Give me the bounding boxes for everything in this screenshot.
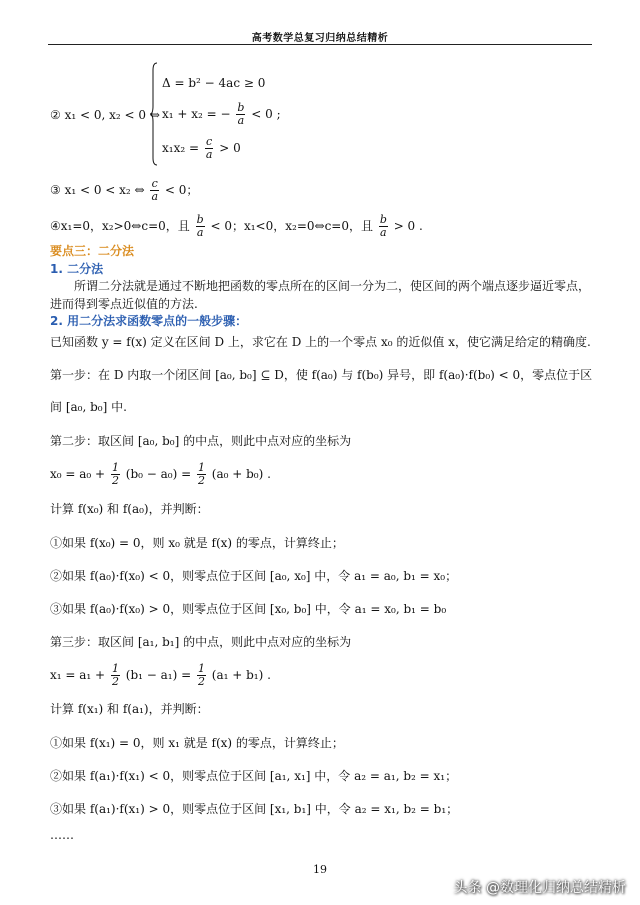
- case3-line: [50, 178, 198, 203]
- sub1-body: 所谓二分法就是通过不断地把函数的零点所在的区间一分为二，使区间的两个端点逐步逼近零点，进而得到零点近似值的方法.: [50, 279, 591, 311]
- case3-right: < 0；: [164, 183, 199, 197]
- judge1-case1: ①如果 f(x₁) = 0，则 x₁ 就是 f(x) 的零点，计算终止；: [50, 736, 344, 750]
- calc1-line: 计算 f(x₁) 和 f(a₁)，并判断：: [50, 702, 209, 716]
- fraction-denominator: a: [380, 226, 387, 239]
- step3-line: 第三步：取区间 [a₁, b₁] 的中点，则此中点对应的坐标为: [50, 635, 352, 649]
- page-number: 19: [313, 863, 327, 876]
- judge1-case3: ③如果 f(a₁)·f(x₁) > 0，则零点位于区间 [x₁, b₁] 中，令 a₂ = x₁, b₂ = b₁；: [50, 802, 459, 816]
- case2-line2-left: x₁ + x₂ = −: [162, 107, 231, 121]
- case2-condition-text: x₁ < 0, x₂ < 0 ⇔: [64, 108, 160, 122]
- fraction-numerator: 1: [111, 461, 119, 474]
- fraction-numerator: b: [379, 213, 387, 226]
- case4-part2: < 0；x₁<0，x₂=0⇔c=0，且: [210, 219, 373, 233]
- header-divider: [48, 44, 592, 45]
- case2-line1: Δ = b² − 4ac ≥ 0: [162, 76, 266, 90]
- case3-left: ③ x₁ < 0 < x₂ ⇔: [50, 183, 145, 197]
- case2-line3-fraction: [205, 136, 214, 161]
- fraction-numerator: b: [237, 101, 245, 114]
- step2-formula-mid: (b₀ − a₀) =: [125, 467, 192, 481]
- fraction-denominator: a: [237, 114, 245, 127]
- case4-part3: > 0 .: [393, 219, 423, 233]
- case4-part1: ④x₁=0，x₂>0⇔c=0，且: [50, 219, 190, 233]
- case4-fraction1: [196, 214, 205, 239]
- step2-formula: [50, 462, 271, 487]
- judge0-case3: ③如果 f(a₀)·f(x₀) > 0，则零点位于区间 [x₀, b₀] 中，令 a₁ = x₀, b₁ = b₀: [50, 602, 447, 616]
- watermark-text: 头条 @数理化归纳总结精析: [453, 880, 626, 896]
- case2-line2-right: < 0 ;: [251, 107, 281, 121]
- fraction-numerator: 1: [111, 662, 119, 675]
- case3-fraction: [150, 178, 159, 203]
- step3-formula-right: (a₁ + b₁) .: [211, 668, 271, 682]
- case2-condition: [50, 106, 160, 124]
- step2-formula-left: x₀ = a₀ +: [50, 467, 106, 481]
- case2-lead: ②: [50, 108, 61, 122]
- step2-line: 第二步：取区间 [a₀, b₀] 的中点，则此中点对应的坐标为: [50, 434, 352, 448]
- step3-formula-left: x₁ = a₁ +: [50, 668, 106, 682]
- fraction-numerator: b: [196, 213, 204, 226]
- fraction-numerator: c: [151, 177, 158, 190]
- fraction-denominator: 2: [197, 474, 205, 487]
- step3-formula: [50, 663, 271, 688]
- half-fraction: [111, 462, 120, 487]
- case4-line: [50, 214, 423, 239]
- calc0-line: 计算 f(x₀) 和 f(a₀)，并判断：: [50, 502, 209, 516]
- fraction-denominator: a: [196, 226, 204, 239]
- case4-fraction2: [379, 214, 388, 239]
- half-fraction: [197, 663, 206, 688]
- case2-line3-left: x₁x₂ =: [162, 141, 200, 155]
- case2-line2-fraction: [236, 102, 245, 127]
- case2-line2: [162, 102, 281, 127]
- judge0-case2: ②如果 f(a₀)·f(x₀) < 0，则零点位于区间 [a₀, x₀] 中，令 a₁ = a₀, b₁ = x₀；: [50, 569, 458, 583]
- fraction-numerator: c: [206, 135, 213, 148]
- step3-formula-mid: (b₁ − a₁) =: [125, 668, 192, 682]
- judge1-case2: ②如果 f(a₁)·f(x₁) < 0，则零点位于区间 [a₁, x₁] 中，令 a₂ = a₁, b₂ = x₁；: [50, 769, 458, 783]
- fraction-denominator: 2: [111, 675, 119, 688]
- step2-formula-right: (a₀ + b₀) .: [211, 467, 271, 481]
- sub2-heading: 2. 用二分法求函数零点的一般步骤：: [50, 314, 248, 328]
- fraction-denominator: 2: [111, 474, 119, 487]
- judge0-case1: ①如果 f(x₀) = 0，则 x₀ 就是 f(x) 的零点，计算终止；: [50, 536, 344, 550]
- fraction-numerator: 1: [197, 662, 205, 675]
- case2-line3-right: > 0: [219, 141, 241, 155]
- fraction-denominator: a: [151, 190, 158, 203]
- ellipsis: ……: [50, 828, 74, 842]
- page-header-title: 高考数学总复习归纳总结精析: [251, 33, 389, 44]
- step1-line-a: 第一步：在 D 内取一个闭区间 [a₀, b₀] ⊆ D，使 f(a₀) 与 f(b₀) 异号，即 f(a₀)·f(b₀) < 0，零点位于区: [50, 368, 593, 382]
- half-fraction: [111, 663, 120, 688]
- sub1-heading: 1. 二分法: [50, 262, 104, 276]
- step1-line-b: 间 [a₀, b₀] 中.: [50, 400, 127, 414]
- sub2-intro: 已知函数 y = f(x) 定义在区间 D 上，求它在 D 上的一个零点 x₀ 的近似值 x，使它满足给定的精确度.: [50, 335, 591, 349]
- fraction-numerator: 1: [197, 461, 205, 474]
- case2-line3: [162, 136, 241, 161]
- section3-heading: 要点三：二分法: [50, 244, 135, 258]
- fraction-denominator: a: [205, 148, 213, 161]
- left-brace-icon: [150, 62, 158, 166]
- fraction-denominator: 2: [197, 675, 205, 688]
- half-fraction: [197, 462, 206, 487]
